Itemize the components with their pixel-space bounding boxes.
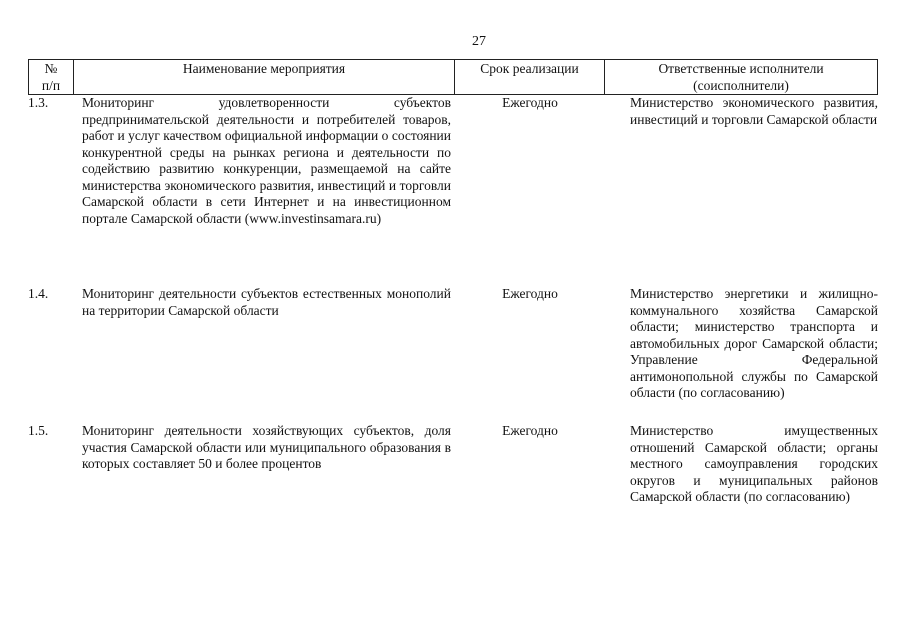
row-responsible: Министерство экономического развития, инвестиций и торговли Самарской области — [630, 95, 878, 127]
row-responsible: Министерство энергетики и жилищно-коммунального хозяйства Самарской области; министерство транспорта и автомобильных дорог Самарской области; Управление Федеральной антимонопольной службы по Самарской области (по согласованию) — [630, 286, 878, 400]
table-row — [28, 286, 878, 402]
row-num: 1.5. — [28, 423, 49, 438]
header-responsible: Ответственные исполнители (соисполнители) — [605, 60, 878, 94]
table-row — [28, 95, 878, 227]
row-name: Мониторинг деятельности субъектов естественных монополий на территории Самарской области — [82, 286, 451, 318]
measures-table — [28, 59, 878, 504]
table-row — [28, 423, 878, 506]
row-term: Ежегодно — [502, 95, 558, 110]
row-name: Мониторинг деятельности хозяйствующих субъектов, доля участия Самарской области или муниципального образования в которых составляет 50 и более процентов — [82, 423, 451, 471]
row-term: Ежегодно — [502, 286, 558, 301]
row-num: 1.4. — [28, 286, 49, 301]
header-term: Срок реализации — [455, 60, 605, 94]
header-num: № п/п — [28, 60, 74, 94]
header-name: Наименование мероприятия — [74, 60, 455, 94]
table-header — [28, 59, 878, 95]
row-term: Ежегодно — [502, 423, 558, 438]
row-num: 1.3. — [28, 95, 49, 110]
row-responsible: Министерство имущественных отношений Самарской области; органы местного самоуправления городских округов и муниципальных районов Самарской области (по согласованию) — [630, 423, 878, 504]
row-name: Мониторинг удовлетворенности субъектов предпринимательской деятельности и потребителей товаров, работ и услуг качеством официальной информации о состоянии конкурентной среды на рынках региона и деятельности по содействию развитию конкуренции, размещаемой на сайте министерства экономического развития, инвестиций и торговли Самарской области в сети Интернет и на инвестиционном портале Самарской области (www.investinsamara.ru) — [82, 95, 451, 226]
page-number: 27 — [472, 34, 486, 49]
